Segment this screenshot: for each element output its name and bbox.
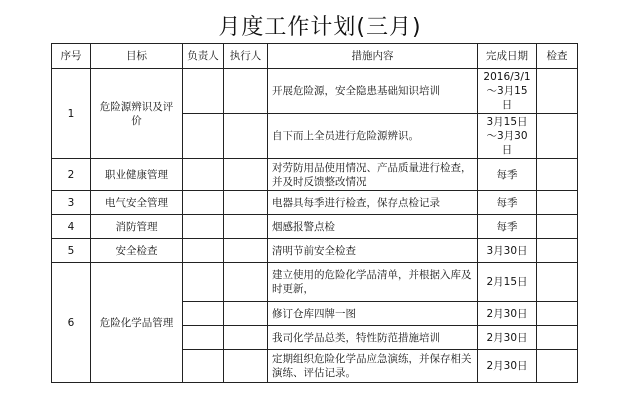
date-cell: 每季 xyxy=(478,191,537,215)
owner-cell[interactable] xyxy=(183,263,224,302)
table-row xyxy=(52,159,578,191)
check-cell[interactable] xyxy=(537,302,578,326)
owner-cell[interactable] xyxy=(183,69,224,114)
owner-cell[interactable] xyxy=(183,215,224,239)
date-cell: 每季 xyxy=(478,215,537,239)
header-date: 完成日期 xyxy=(478,44,537,69)
owner-cell[interactable] xyxy=(183,159,224,191)
date-cell: 2月30日 xyxy=(478,326,537,350)
row-goal: 消防管理 xyxy=(91,215,183,239)
row-goal: 职业健康管理 xyxy=(91,159,183,191)
row-goal: 电气安全管理 xyxy=(91,191,183,215)
executor-cell[interactable] xyxy=(224,191,268,215)
row-number: 2 xyxy=(52,159,91,191)
measure-cell: 我司化学品总类，特性防范措施培训 xyxy=(268,326,478,350)
check-cell[interactable] xyxy=(537,239,578,263)
check-cell[interactable] xyxy=(537,69,578,114)
owner-cell[interactable] xyxy=(183,302,224,326)
row-number: 6 xyxy=(52,263,91,383)
executor-cell[interactable] xyxy=(224,263,268,302)
date-cell: 3月15日～3月30日 xyxy=(478,114,537,159)
row-goal: 危险源辨识及评价 xyxy=(91,69,183,159)
check-cell[interactable] xyxy=(537,350,578,383)
owner-cell[interactable] xyxy=(183,191,224,215)
measure-cell: 电器具每季进行检查，保存点检记录 xyxy=(268,191,478,215)
row-number: 1 xyxy=(52,69,91,159)
check-cell[interactable] xyxy=(537,326,578,350)
measure-cell: 自下而上全员进行危险源辨识。 xyxy=(268,114,478,159)
date-cell: 2016/3/1～3月15日 xyxy=(478,69,537,114)
executor-cell[interactable] xyxy=(224,302,268,326)
measure-cell: 对劳防用品使用情况、产品质量进行检查，并及时反馈整改情况 xyxy=(268,159,478,191)
check-cell[interactable] xyxy=(537,114,578,159)
table-row xyxy=(52,239,578,263)
check-cell[interactable] xyxy=(537,159,578,191)
owner-cell[interactable] xyxy=(183,350,224,383)
date-cell: 2月30日 xyxy=(478,350,537,383)
executor-cell[interactable] xyxy=(224,239,268,263)
executor-cell[interactable] xyxy=(224,215,268,239)
header-check: 检查 xyxy=(537,44,578,69)
page-title: 月度工作计划(三月) xyxy=(218,15,422,40)
header-num: 序号 xyxy=(52,44,91,69)
table-row xyxy=(52,215,578,239)
measure-cell: 清明节前安全检查 xyxy=(268,239,478,263)
check-cell[interactable] xyxy=(537,191,578,215)
executor-cell[interactable] xyxy=(224,159,268,191)
owner-cell[interactable] xyxy=(183,114,224,159)
header-executor: 执行人 xyxy=(224,44,268,69)
row-number: 3 xyxy=(52,191,91,215)
header-goal: 目标 xyxy=(91,44,183,69)
measure-cell: 烟感报警点检 xyxy=(268,215,478,239)
measure-cell: 修订仓库四牌一图 xyxy=(268,302,478,326)
row-goal: 安全检查 xyxy=(91,239,183,263)
date-cell: 2月15日 xyxy=(478,263,537,302)
check-cell[interactable] xyxy=(537,215,578,239)
row-number: 4 xyxy=(52,215,91,239)
row-goal: 危险化学品管理 xyxy=(91,263,183,383)
date-cell: 每季 xyxy=(478,159,537,191)
measure-cell: 开展危险源，安全隐患基础知识培训 xyxy=(268,69,478,114)
executor-cell[interactable] xyxy=(224,326,268,350)
work-plan-table xyxy=(51,43,578,383)
check-cell[interactable] xyxy=(537,263,578,302)
header-row xyxy=(52,44,578,69)
measure-cell: 建立使用的危险化学品清单，并根据入库及时更新， xyxy=(268,263,478,302)
table-row xyxy=(52,263,578,302)
owner-cell[interactable] xyxy=(183,239,224,263)
table-row xyxy=(52,69,578,114)
executor-cell[interactable] xyxy=(224,350,268,383)
date-cell: 2月30日 xyxy=(478,302,537,326)
row-number: 5 xyxy=(52,239,91,263)
executor-cell[interactable] xyxy=(224,69,268,114)
measure-cell: 定期组织危险化学品应急演练，并保存相关演练、评估记录。 xyxy=(268,350,478,383)
owner-cell[interactable] xyxy=(183,326,224,350)
table-row xyxy=(52,191,578,215)
header-owner: 负责人 xyxy=(183,44,224,69)
date-cell: 3月30日 xyxy=(478,239,537,263)
header-measure: 措施内容 xyxy=(268,44,478,69)
executor-cell[interactable] xyxy=(224,114,268,159)
